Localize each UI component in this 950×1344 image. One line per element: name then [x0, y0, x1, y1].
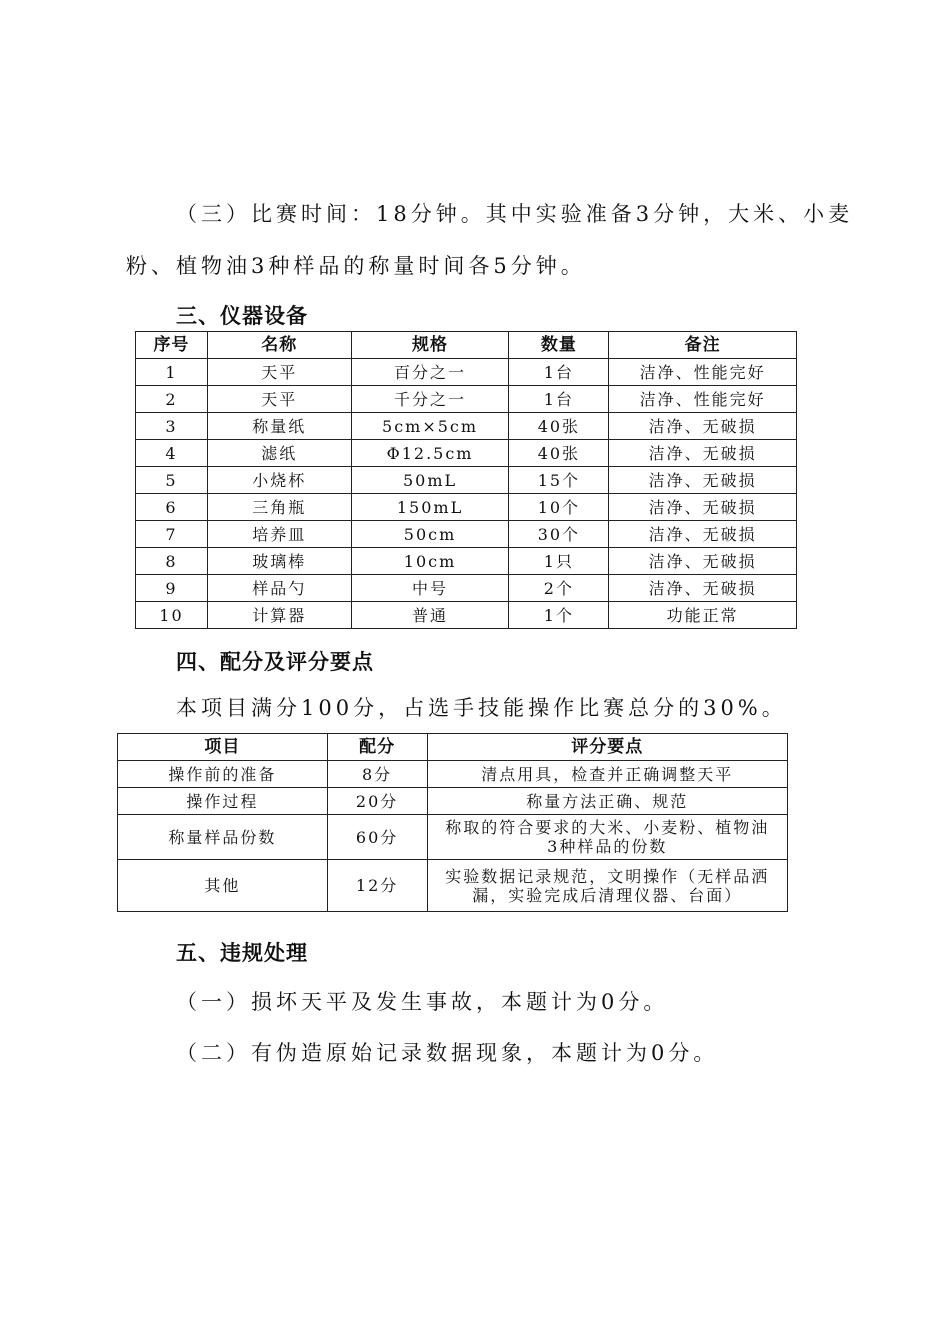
scoring-table: [117, 733, 788, 912]
table-cell: 清点用具，检查并正确调整天平: [427, 761, 787, 788]
table-cell: Φ12.5cm: [351, 440, 509, 467]
table-row: [136, 467, 797, 494]
table-cell: 洁净、无破损: [609, 494, 797, 521]
table-row: [118, 860, 788, 912]
table-row: [136, 575, 797, 602]
table-cell: 10: [136, 602, 208, 629]
equipment-table: [135, 331, 797, 629]
table-cell: 20分: [327, 788, 427, 815]
table-cell: 5: [136, 467, 208, 494]
table-cell: 培养皿: [207, 521, 351, 548]
header-cell: 数量: [509, 332, 609, 359]
table-cell: 中号: [351, 575, 509, 602]
table-cell: 洁净、无破损: [609, 548, 797, 575]
table-cell: 操作过程: [118, 788, 328, 815]
table-cell: 8: [136, 548, 208, 575]
table-cell: 10cm: [351, 548, 509, 575]
table-cell: 10个: [509, 494, 609, 521]
table-cell: 12分: [327, 860, 427, 912]
table-row: [136, 548, 797, 575]
header-cell: 备注: [609, 332, 797, 359]
table-cell: 5cm×5cm: [351, 413, 509, 440]
table-cell: 称量样品份数: [118, 815, 328, 860]
table-cell: 40张: [509, 440, 609, 467]
table-row: [118, 761, 788, 788]
violation-item: （二）有伪造原始记录数据现象，本题计为0分。: [176, 1041, 719, 1065]
table-row: [136, 440, 797, 467]
table-cell: 滤纸: [207, 440, 351, 467]
table-cell: 3: [136, 413, 208, 440]
violations-heading: 五、违规处理: [176, 941, 308, 965]
table-cell: 洁净、无破损: [609, 575, 797, 602]
table-cell: 1只: [509, 548, 609, 575]
table-cell: 称量方法正确、规范: [427, 788, 787, 815]
table-header-row: [136, 332, 797, 359]
table-cell: 1: [136, 359, 208, 386]
header-cell: 序号: [136, 332, 208, 359]
scoring-heading: 四、配分及评分要点: [176, 650, 374, 674]
table-cell: 称量纸: [207, 413, 351, 440]
table-cell: 操作前的准备: [118, 761, 328, 788]
table-cell: 三角瓶: [207, 494, 351, 521]
table-cell: 洁净、性能完好: [609, 359, 797, 386]
table-cell: 百分之一: [351, 359, 509, 386]
table-row: [136, 359, 797, 386]
scoring-intro: 本项目满分100分，占选手技能操作比赛总分的30%。: [176, 696, 787, 720]
table-cell: 30个: [509, 521, 609, 548]
table-cell: 其他: [118, 860, 328, 912]
table-cell: 计算器: [207, 602, 351, 629]
table-cell: 功能正常: [609, 602, 797, 629]
header-cell: 配分: [327, 734, 427, 761]
table-cell: 洁净、无破损: [609, 467, 797, 494]
header-cell: 评分要点: [427, 734, 787, 761]
table-row: [118, 788, 788, 815]
table-cell: 7: [136, 521, 208, 548]
table-cell: 1台: [509, 359, 609, 386]
table-cell: 洁净、性能完好: [609, 386, 797, 413]
header-cell: 项目: [118, 734, 328, 761]
table-cell: 150mL: [351, 494, 509, 521]
table-cell: 玻璃棒: [207, 548, 351, 575]
table-cell: 1个: [509, 602, 609, 629]
header-cell: 规格: [351, 332, 509, 359]
table-cell: 天平: [207, 359, 351, 386]
table-row: [118, 815, 788, 860]
table-header-row: [118, 734, 788, 761]
table-cell: 洁净、无破损: [609, 440, 797, 467]
header-cell: 名称: [207, 332, 351, 359]
table-row: [136, 386, 797, 413]
violation-item: （一）损坏天平及发生事故，本题计为0分。: [176, 990, 669, 1014]
table-cell: 称取的符合要求的大米、小麦粉、植物油3种样品的份数: [427, 815, 787, 860]
table-row: [136, 521, 797, 548]
table-cell: 普通: [351, 602, 509, 629]
table-cell: 2个: [509, 575, 609, 602]
table-cell: 洁净、无破损: [609, 521, 797, 548]
table-cell: 2: [136, 386, 208, 413]
table-cell: 6: [136, 494, 208, 521]
table-cell: 15个: [509, 467, 609, 494]
table-cell: 实验数据记录规范，文明操作（无样品洒漏，实验完成后清理仪器、台面）: [427, 860, 787, 912]
table-cell: 50mL: [351, 467, 509, 494]
table-cell: 40张: [509, 413, 609, 440]
time-paragraph-line2: 粉、植物油3种样品的称量时间各5分钟。: [126, 254, 586, 278]
table-cell: 9: [136, 575, 208, 602]
table-cell: 洁净、无破损: [609, 413, 797, 440]
table-cell: 千分之一: [351, 386, 509, 413]
table-row: [136, 494, 797, 521]
table-cell: 天平: [207, 386, 351, 413]
time-paragraph-line1: （三）比赛时间：18分钟。其中实验准备3分钟，大米、小麦: [176, 202, 854, 226]
table-cell: 小烧杯: [207, 467, 351, 494]
table-cell: 60分: [327, 815, 427, 860]
table-cell: 4: [136, 440, 208, 467]
table-row: [136, 602, 797, 629]
table-cell: 样品勺: [207, 575, 351, 602]
table-cell: 50cm: [351, 521, 509, 548]
table-cell: 1台: [509, 386, 609, 413]
equipment-heading: 三、仪器设备: [176, 304, 308, 328]
table-cell: 8分: [327, 761, 427, 788]
table-row: [136, 413, 797, 440]
